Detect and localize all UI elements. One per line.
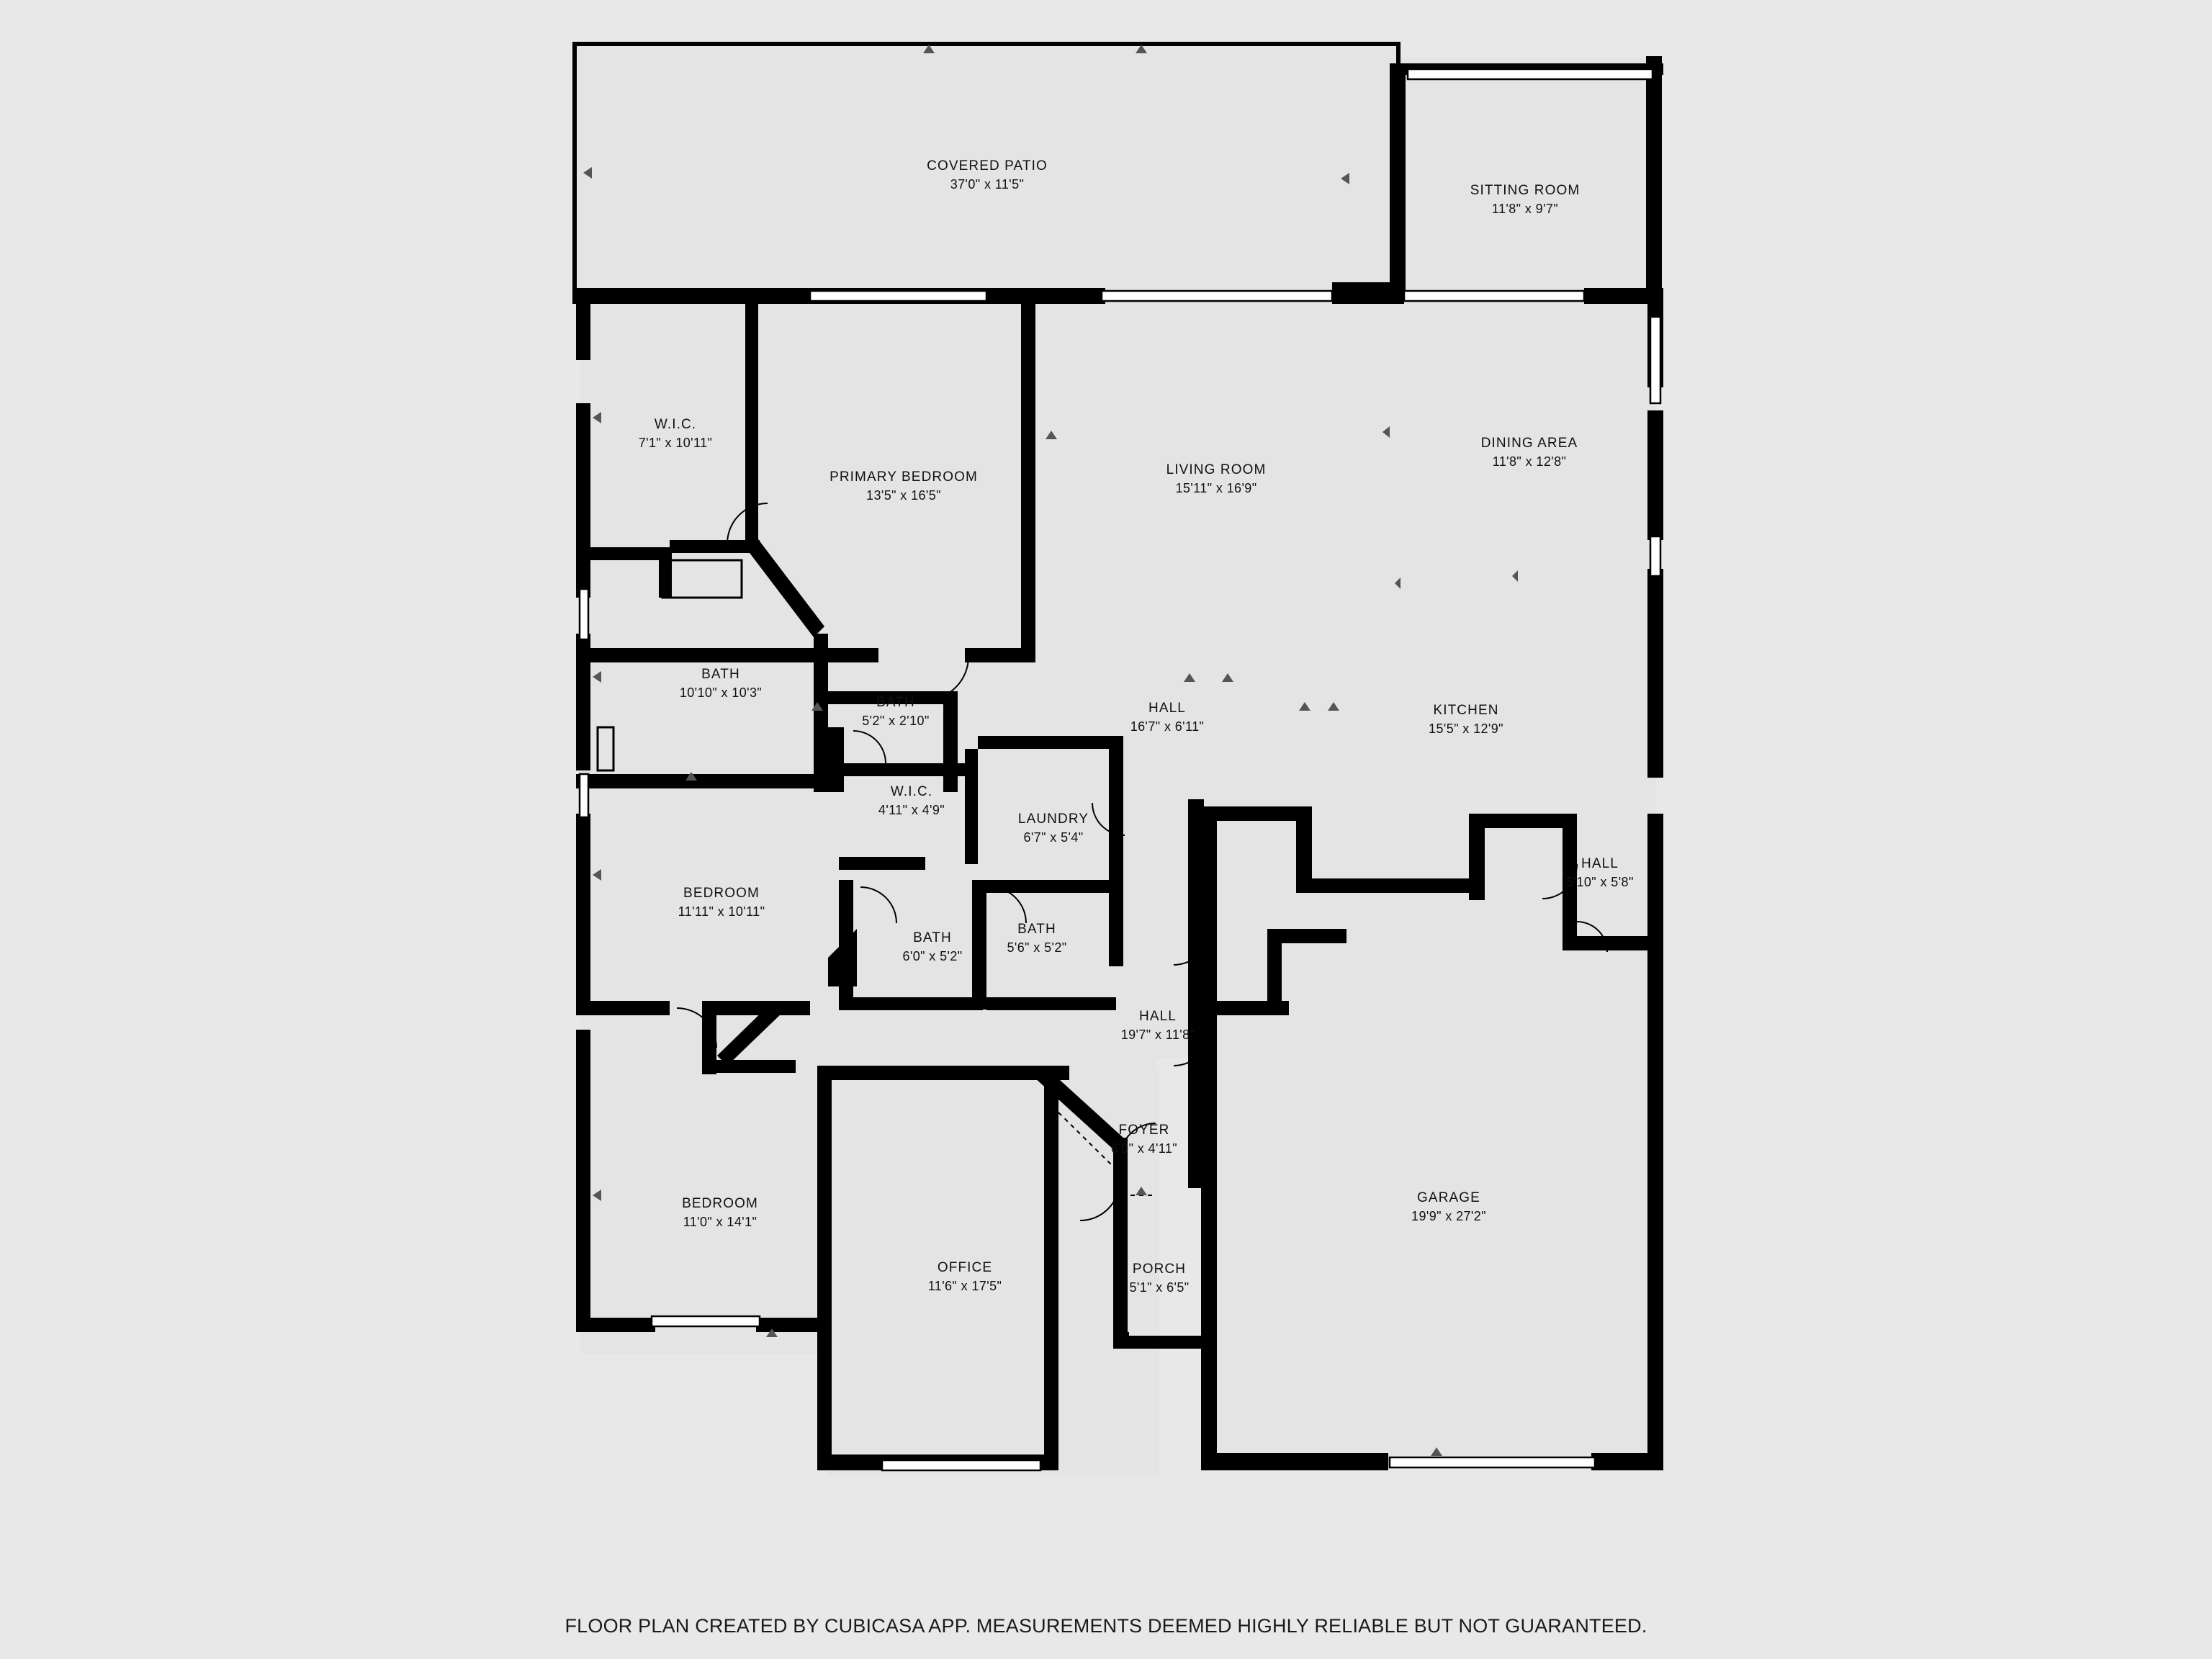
room-name: HALL <box>1148 701 1186 716</box>
room-dimensions: 6'7" x 5'4" <box>1023 830 1084 845</box>
room-name: LIVING ROOM <box>1166 462 1267 478</box>
room-dimensions: 6'9" x 4'11" <box>1110 1141 1178 1156</box>
room-dimensions: 5'1" x 6'5" <box>1129 1280 1190 1295</box>
room-name: BATH <box>1017 922 1056 938</box>
room-dimensions: 11'6" x 17'5" <box>927 1278 1002 1293</box>
room-name: W.I.C. <box>654 417 697 433</box>
footer-disclaimer: FLOOR PLAN CREATED BY CUBICASA APP. MEASUREMENTS DEEMED HIGHLY RELIABLE BUT NOT GUARANTEED. <box>565 1615 1647 1637</box>
room-name: FOYER <box>1118 1123 1170 1138</box>
room-dimensions: 11'8" x 12'8" <box>1492 454 1567 469</box>
room-dimensions: 5'2" x 2'10" <box>862 713 930 728</box>
room-name: BEDROOM <box>682 1196 758 1212</box>
room-name: DINING AREA <box>1480 436 1578 451</box>
room-dimensions: 11'0" x 14'1" <box>683 1214 757 1229</box>
room-dimensions: 5'6" x 5'2" <box>1007 940 1067 955</box>
room-dimensions: 15'5" x 12'9" <box>1429 721 1503 736</box>
room-dimensions: 37'0" x 11'5" <box>950 176 1025 192</box>
room-name: PRIMARY BEDROOM <box>830 469 978 485</box>
room-name: BATH <box>701 667 740 683</box>
room-name: COVERED PATIO <box>927 158 1048 174</box>
room-name: BEDROOM <box>683 886 760 902</box>
room-name: OFFICE <box>937 1260 993 1276</box>
room-name: HALL <box>1139 1009 1177 1025</box>
room-name: GARAGE <box>1417 1190 1480 1206</box>
room-dimensions: 10'10" x 10'3" <box>679 685 763 700</box>
room-dimensions: 7'1" x 10'11" <box>638 435 713 450</box>
room-name: W.I.C. <box>890 784 933 800</box>
room-dimensions: 19'9" x 27'2" <box>1411 1208 1486 1223</box>
room-dimensions: 13'5" x 16'5" <box>866 487 941 503</box>
room-name: BATH <box>876 695 915 711</box>
room-dimensions: 11'8" x 9'7" <box>1491 201 1559 216</box>
room-dimensions: 4'11" x 4'9" <box>878 802 945 817</box>
room-name: KITCHEN <box>1433 703 1499 719</box>
room-dimensions: 5'10" x 5'8" <box>1566 874 1634 889</box>
room-dimensions: 19'7" x 11'8" <box>1120 1027 1195 1042</box>
room-name: LAUNDRY <box>1017 811 1089 827</box>
room-name: PORCH <box>1132 1262 1187 1277</box>
room-dimensions: 11'11" x 10'11" <box>678 904 765 919</box>
room-name: BATH <box>913 930 952 946</box>
room-dimensions: 15'11" x 16'9" <box>1175 480 1257 495</box>
room-name: HALL <box>1581 856 1619 872</box>
room-name: SITTING ROOM <box>1470 183 1581 199</box>
room-dimensions: 16'7" x 6'11" <box>1130 719 1205 734</box>
room-dimensions: 6'0" x 5'2" <box>902 948 963 963</box>
